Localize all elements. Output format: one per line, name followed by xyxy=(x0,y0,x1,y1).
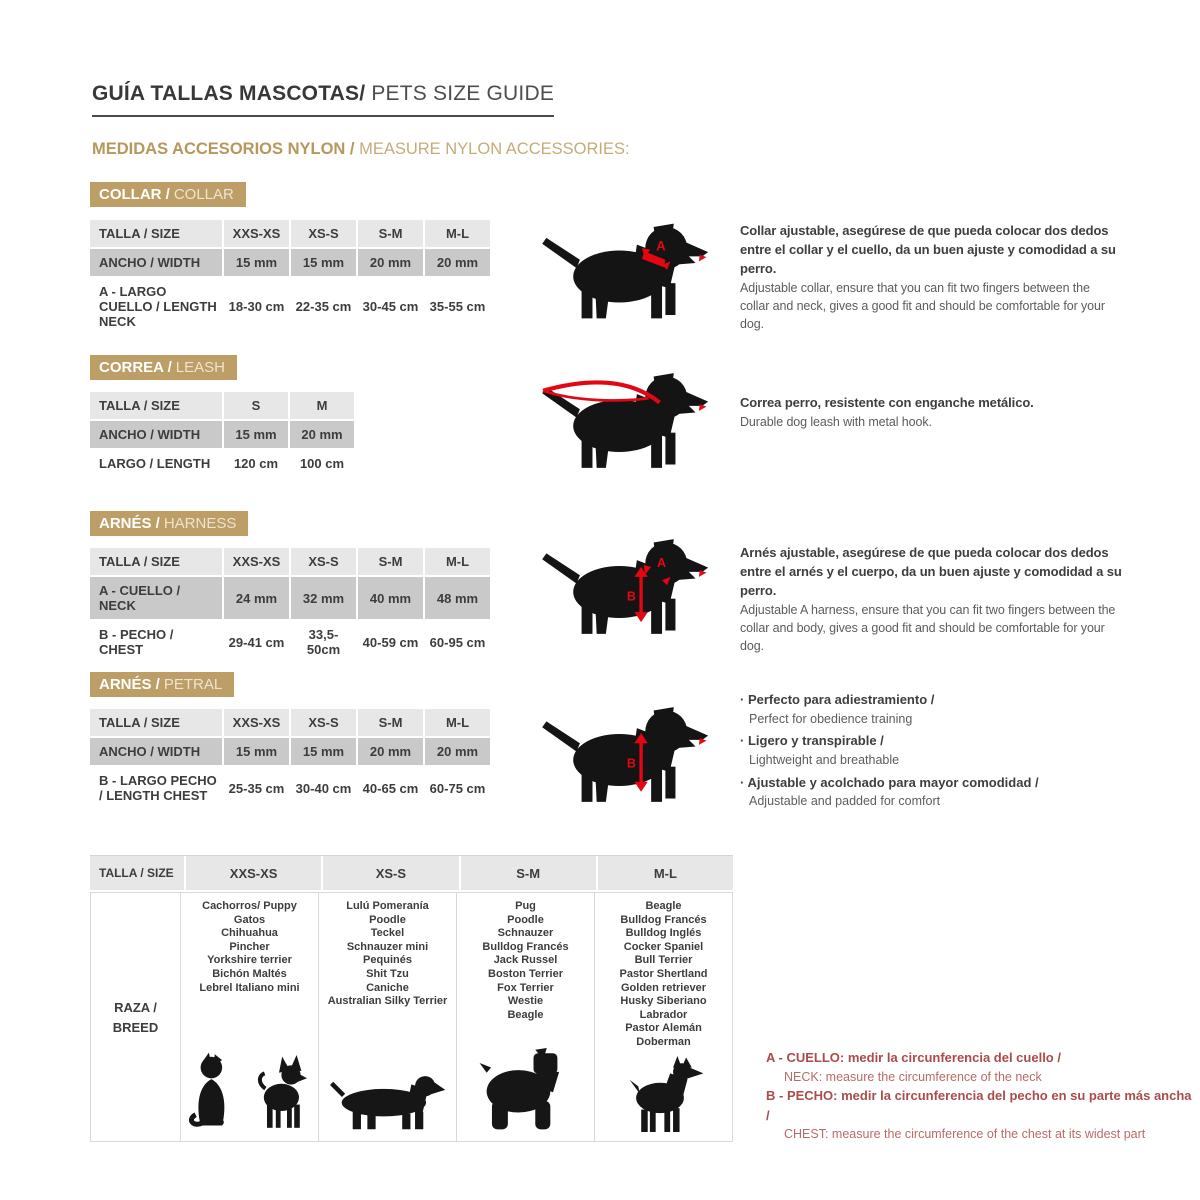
petral-badge-es: ARNÉS / xyxy=(99,676,160,693)
collar-description xyxy=(740,222,1122,333)
value-cell: 60-75 cm xyxy=(425,767,490,809)
value-cell: 120 cm xyxy=(224,450,288,477)
value-cell: 60-95 cm xyxy=(425,621,490,663)
harness-size-table xyxy=(88,546,492,665)
value-cell: 15 mm xyxy=(224,249,289,276)
dachshund-icon xyxy=(330,1066,446,1132)
collar-dog-illustration xyxy=(538,216,714,321)
value-cell: XS-S xyxy=(291,220,356,247)
table-row xyxy=(90,450,354,477)
page-title xyxy=(92,82,554,117)
breed-table-header xyxy=(90,855,733,890)
row-label-cell: LARGO / LENGTH xyxy=(90,450,222,477)
value-cell: S xyxy=(224,392,288,419)
breed-item: Pequinés xyxy=(363,954,412,967)
value-cell: M-L xyxy=(425,220,490,247)
table-row xyxy=(90,709,490,736)
table-row xyxy=(90,738,490,765)
breed-list-xs-s xyxy=(321,900,454,1009)
harness-marker-b: B xyxy=(626,589,636,604)
breed-header-s-m: S-M xyxy=(459,856,596,890)
value-cell: 15 mm xyxy=(224,421,288,448)
bullet-es: · Ajustable y acolchado para mayor comodidad / xyxy=(740,773,1140,793)
table-row xyxy=(90,278,490,335)
value-cell: 15 mm xyxy=(224,738,289,765)
breed-item: Pastor Shertland xyxy=(619,967,708,980)
breed-item: Pastor Alemán xyxy=(625,1022,702,1035)
value-cell: 20 mm xyxy=(290,421,354,448)
leash-desc-en: Durable dog leash with metal hook. xyxy=(740,414,932,429)
value-cell: XS-S xyxy=(291,548,356,575)
breed-item: Pincher xyxy=(229,940,270,953)
value-cell: 40-59 cm xyxy=(358,621,423,663)
petral-bullet-list xyxy=(740,690,1140,814)
dog-collar-icon xyxy=(538,216,714,321)
harness-desc-en: Adjustable A harness, ensure that you can fit two fingers between the collar and body, gives a good fit and should be comfortable for your dog. xyxy=(740,602,1116,653)
value-cell: M-L xyxy=(425,709,490,736)
measuring-note xyxy=(766,1048,1196,1086)
value-cell: M xyxy=(290,392,354,419)
breed-item: Lulú Pomeranía xyxy=(346,900,429,912)
dog-petral-icon xyxy=(538,697,714,807)
table-row xyxy=(90,421,354,448)
value-cell: 100 cm xyxy=(290,450,354,477)
schnauzer-icon xyxy=(477,1048,575,1132)
bullet-es: · Perfecto para adiestramiento / xyxy=(740,690,1140,710)
collar-badge-es: COLLAR / xyxy=(99,186,170,203)
breed-item: Beagle xyxy=(507,1008,544,1021)
harness-marker-a: A xyxy=(657,555,667,570)
value-cell: 29-41 cm xyxy=(224,621,289,663)
leash-size-table xyxy=(88,390,356,479)
breed-item: Bulldog Inglés xyxy=(625,927,702,940)
bullet-es: · Ligero y transpirable / xyxy=(740,731,1140,751)
breed-item: Lebrel Italiano mini xyxy=(199,981,300,994)
breed-item: Bichón Maltés xyxy=(212,967,287,980)
breed-header-m-l: M-L xyxy=(596,856,733,890)
breed-item: Poodle xyxy=(369,913,406,926)
row-label-cell: A - CUELLO / NECK xyxy=(90,577,222,619)
dog-harness-icon xyxy=(538,530,714,638)
collar-marker-a: A xyxy=(656,238,666,254)
petral-marker-b: B xyxy=(626,756,636,771)
value-cell: S-M xyxy=(358,709,423,736)
harness-desc-es: Arnés ajustable, asegúrese de que pueda colocar dos dedos entre el arnés y el cuerpo, da un buen ajuste y comodidad a su perro. xyxy=(740,545,1122,598)
breed-item: Jack Russel xyxy=(493,954,558,967)
page-title-es: GUÍA TALLAS MASCOTAS/ xyxy=(92,82,366,105)
value-cell: 15 mm xyxy=(291,249,356,276)
breed-animals-s-m xyxy=(459,1042,592,1136)
doberman-icon xyxy=(622,1056,706,1132)
harness-badge xyxy=(90,511,248,536)
value-cell: 20 mm xyxy=(425,738,490,765)
bullet-en: Perfect for obedience training xyxy=(749,711,913,726)
value-cell: 40 mm xyxy=(358,577,423,619)
value-cell: 20 mm xyxy=(425,249,490,276)
leash-dog-illustration xyxy=(538,364,714,472)
breed-animals-xxs-xs xyxy=(183,1046,316,1136)
feature-bullet xyxy=(740,731,1140,769)
leash-description xyxy=(740,394,1122,431)
breed-item: Chihuahua xyxy=(221,927,278,940)
note-en: CHEST: measure the circumference of the chest at its widest part xyxy=(784,1127,1146,1142)
breed-cell-s-m xyxy=(456,893,594,1141)
breed-item: Cocker Spaniel xyxy=(623,940,704,953)
feature-bullet xyxy=(740,773,1140,811)
breed-item: Bull Terrier xyxy=(634,954,693,967)
breed-header-size: TALLA / SIZE xyxy=(90,856,184,890)
value-cell: 20 mm xyxy=(358,249,423,276)
collar-desc-es: Collar ajustable, asegúrese de que pueda colocar dos dedos entre el collar y el cuello, da un buen ajuste y comodidad a su perro. xyxy=(740,223,1116,276)
breed-cell-xxs-xs xyxy=(180,893,318,1141)
value-cell: 30-45 cm xyxy=(358,278,423,335)
value-cell: 48 mm xyxy=(425,577,490,619)
breed-list-s-m xyxy=(459,900,592,1022)
petral-badge-en: PETRAL xyxy=(163,676,223,693)
breed-item: Caniche xyxy=(366,981,409,994)
collar-badge-en: COLLAR xyxy=(173,186,234,203)
harness-badge-en: HARNESS xyxy=(163,515,237,532)
table-row xyxy=(90,392,354,419)
breed-item: Bulldog Francés xyxy=(620,913,707,926)
breed-item: Schnauzer mini xyxy=(346,940,429,953)
dog-leash-icon xyxy=(538,364,714,472)
breed-item: Doberman xyxy=(636,1035,691,1048)
breed-item: Westie xyxy=(507,995,544,1008)
value-cell: XXS-XS xyxy=(224,220,289,247)
collar-size-table xyxy=(88,218,492,337)
leash-badge-es: CORREA / xyxy=(99,359,172,376)
breed-table-body xyxy=(90,892,733,1142)
table-row xyxy=(90,548,490,575)
value-cell: XXS-XS xyxy=(224,548,289,575)
collar-badge xyxy=(90,182,246,207)
value-cell: S-M xyxy=(358,548,423,575)
cat-icon xyxy=(189,1052,247,1132)
section-subtitle xyxy=(92,140,630,159)
row-label-cell: ANCHO / WIDTH xyxy=(90,738,222,765)
bullet-en: Lightweight and breathable xyxy=(749,752,900,767)
value-cell: 33,5-50cm xyxy=(291,621,356,663)
breed-item: Poodle xyxy=(507,913,544,926)
breed-item: Cachorros/ Puppy xyxy=(202,900,297,912)
value-cell: 35-55 cm xyxy=(425,278,490,335)
value-cell: XXS-XS xyxy=(224,709,289,736)
row-label-cell: TALLA / SIZE xyxy=(90,548,222,575)
leash-badge xyxy=(90,355,237,380)
table-row xyxy=(90,767,490,809)
value-cell: 40-65 cm xyxy=(358,767,423,809)
chihuahua-icon xyxy=(255,1054,311,1132)
breed-item: Pug xyxy=(515,900,536,912)
breed-header-xs-s: XS-S xyxy=(321,856,458,890)
value-cell: S-M xyxy=(358,220,423,247)
breed-list-m-l xyxy=(597,900,730,1050)
breed-list-xxs-xs xyxy=(183,900,316,995)
value-cell: 22-35 cm xyxy=(291,278,356,335)
harness-description xyxy=(740,544,1122,655)
leash-badge-en: LEASH xyxy=(175,359,225,376)
row-label-cell: B - PECHO / CHEST xyxy=(90,621,222,663)
table-row xyxy=(90,577,490,619)
note-es: A - CUELLO: medir la circunferencia del cuello / xyxy=(766,1050,1061,1065)
value-cell: 20 mm xyxy=(358,738,423,765)
breed-table xyxy=(90,855,733,1142)
breed-item: Husky Siberiano xyxy=(620,995,707,1008)
harness-badge-es: ARNÉS / xyxy=(99,515,160,532)
row-label-cell: TALLA / SIZE xyxy=(90,709,222,736)
row-label-cell: TALLA / SIZE xyxy=(90,392,222,419)
measuring-note xyxy=(766,1086,1196,1144)
bullet-en: Adjustable and padded for comfort xyxy=(749,794,941,808)
row-label-cell: ANCHO / WIDTH xyxy=(90,421,222,448)
subtitle-es: MEDIDAS ACCESORIOS NYLON / xyxy=(92,140,360,158)
note-es: B - PECHO: medir la circunferencia del pecho en su parte más ancha / xyxy=(766,1088,1192,1123)
value-cell: XS-S xyxy=(291,709,356,736)
breed-header-xxs-xs: XXS-XS xyxy=(184,856,321,890)
breed-item: Beagle xyxy=(645,900,682,912)
value-cell: M-L xyxy=(425,548,490,575)
breed-item: Yorkshire terrier xyxy=(207,954,292,967)
breed-item: Australian Silky Terrier xyxy=(327,995,448,1008)
petral-dog-illustration xyxy=(538,697,714,807)
breed-animals-xs-s xyxy=(321,1060,454,1136)
leash-desc-es: Correa perro, resistente con enganche metálico. xyxy=(740,395,1034,410)
table-row xyxy=(90,621,490,663)
petral-size-table xyxy=(88,707,492,811)
breed-row-label: RAZA / BREED xyxy=(112,1000,159,1035)
measuring-notes xyxy=(766,1048,1196,1144)
breed-item: Labrador xyxy=(639,1008,688,1021)
breed-item: Bulldog Francés xyxy=(482,940,569,953)
row-label-cell: TALLA / SIZE xyxy=(90,220,222,247)
collar-desc-en: Adjustable collar, ensure that you can fit two fingers between the collar and neck, gives a good fit and should be comfortable for your dog. xyxy=(740,280,1105,331)
breed-item: Boston Terrier xyxy=(488,967,563,980)
feature-bullet xyxy=(740,690,1140,728)
breed-item: Shit Tzu xyxy=(366,967,409,980)
value-cell: 15 mm xyxy=(291,738,356,765)
table-row xyxy=(90,220,490,247)
breed-item: Fox Terrier xyxy=(497,981,554,994)
harness-dog-illustration xyxy=(538,530,714,638)
breed-item: Teckel xyxy=(370,927,405,940)
value-cell: 32 mm xyxy=(291,577,356,619)
page-title-en: PETS SIZE GUIDE xyxy=(365,82,555,105)
row-label-cell: A - LARGO CUELLO / LENGTH NECK xyxy=(90,278,222,335)
row-label-cell: B - LARGO PECHO / LENGTH CHEST xyxy=(90,767,222,809)
breed-item: Golden retriever xyxy=(621,981,706,994)
value-cell: 30-40 cm xyxy=(291,767,356,809)
note-en: NECK: measure the circumference of the neck xyxy=(784,1069,1042,1084)
breed-cell-m-l xyxy=(594,893,732,1141)
table-row xyxy=(90,249,490,276)
value-cell: 18-30 cm xyxy=(224,278,289,335)
row-label-cell: ANCHO / WIDTH xyxy=(90,249,222,276)
value-cell: 25-35 cm xyxy=(224,767,289,809)
breed-cell-xs-s xyxy=(318,893,456,1141)
breed-animals-m-l xyxy=(597,1050,730,1136)
breed-item: Gatos xyxy=(233,913,266,926)
breed-item: Schnauzer xyxy=(497,927,554,940)
subtitle-en: MEASURE NYLON ACCESSORIES: xyxy=(359,140,630,158)
petral-badge xyxy=(90,672,234,697)
value-cell: 24 mm xyxy=(224,577,289,619)
